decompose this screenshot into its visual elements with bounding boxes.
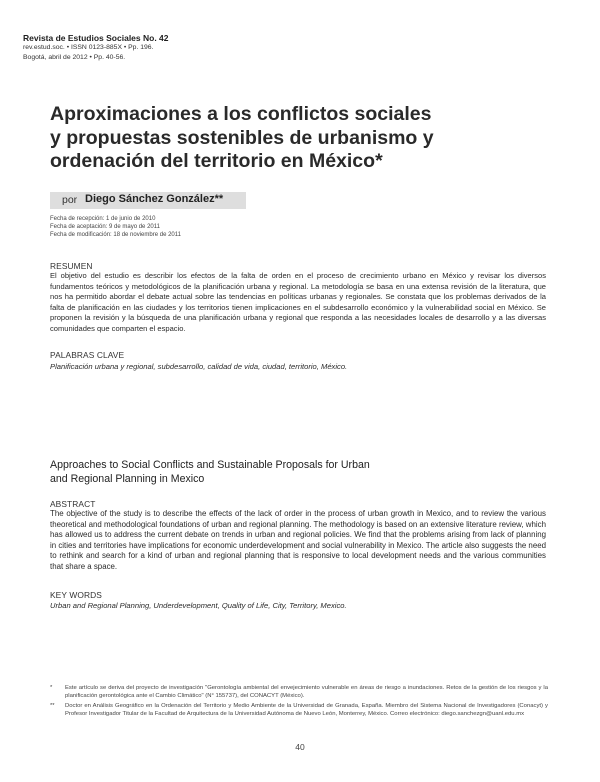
palabras-clave-text: Planificación urbana y regional, subdesarrollo, calidad de vida, ciudad, territorio, México.	[50, 362, 348, 371]
footnote-1	[50, 684, 548, 700]
title-line-1: Aproximaciones a los conflictos sociales	[50, 103, 432, 125]
footnote-1-mark: *	[50, 685, 53, 691]
title-line-3: ordenación del territorio en México*	[50, 150, 383, 172]
english-title-line-1: Approaches to Social Conflicts and Sustainable Proposals for Urban	[50, 459, 370, 471]
journal-issn-line: rev.estud.soc. • ISSN 0123-885X • Pp. 196.	[23, 44, 154, 51]
journal-date-line: Bogotá, abril de 2012 • Pp. 40-56.	[23, 53, 126, 61]
footnotes	[50, 684, 548, 720]
footnote-2-text: Doctor en Análisis Geográfico en la Ordenación del Territorio y Medio Ambiente de la Universidad de Granada, España. Miembro del Sistema Nacional de Investigadores (Conacyt) y Profesor Investigador Titular de la Facultad de Arquitectura de la Universidad Autónoma de Nuevo León, Monterrey, México. Correo electrónico: diego.sanchezgn@uanl.edu.mx	[65, 703, 548, 717]
author-bar	[50, 192, 246, 209]
date-modified: Fecha de modificación: 18 de noviembre de 2011	[50, 232, 181, 238]
english-title-line-2: and Regional Planning in Mexico	[50, 473, 205, 485]
english-title	[50, 458, 470, 486]
date-accepted: Fecha de aceptación: 9 de mayo de 2011	[50, 224, 160, 230]
palabras-clave-heading: PALABRAS CLAVE	[50, 350, 125, 360]
key-words-text: Urban and Regional Planning, Underdevelopment, Quality of Life, City, Territory, Mexico.	[50, 601, 347, 610]
abstract-text: The objective of the study is to describe the effects of the lack of order in the process of urban growth in Mexico, and to review the various theoretical and methodological foundations of urban and regional planning. The methodology is based on an extensive literature review, which has allowed us to address the current debate on trends in urban and regional policies. We find that the problems arising from lack of planning in cities and territories have implications for economic underdevelopment and social vulnerability in Mexico. The article also suggests the need to rethink and search for a kind of urban and regional planning that is responsive to local development needs and the various communities that share a space.	[50, 509, 546, 571]
title-line-2: y propuestas sostenibles de urbanismo y	[50, 126, 434, 149]
author-prefix: por	[62, 194, 78, 206]
article-title	[50, 103, 570, 174]
author-name: Diego Sánchez González**	[85, 193, 224, 205]
footnote-2	[50, 702, 548, 718]
resumen-heading: RESUMEN	[50, 261, 93, 271]
date-received: Fecha de recepción: 1 de junio de 2010	[50, 216, 156, 222]
footnote-1-text: Este artículo se deriva del proyecto de investigación "Gerontología ambiental del envejecimiento vulnerable en áreas de riesgo a inundaciones. Retos de la gestión de los riesgos y la planificación gerontológica ante el Cambio Climático" (N° 155737), del CONACYT (México).	[65, 685, 548, 699]
key-words-heading: KEY WORDS	[50, 590, 102, 600]
journal-header	[23, 33, 323, 62]
abstract-heading: ABSTRACT	[50, 499, 96, 509]
submission-dates	[50, 215, 350, 239]
page-number: 40	[295, 742, 305, 752]
resumen-text: El objetivo del estudio es describir los efectos de la falta de orden en el proceso de crecimiento urbano en México y revisar los diversos fundamentos teóricos y metodológicos de la planificación urbana y regional. La metodología se basa en una extensa revisión de la literatura, que nos ha permitido abordar el debate actual sobre las tendencias en políticas urbanas y regionales. Se constata que los problemas derivados de la falta de planificación en las ciudades y los territorios tienen implicaciones en el subdesarrollo económico y la vulnerabilidad social en México. Se proponen la revisión y la búsqueda de una planificación urbana y regional que responda a las necesidades locales de desarrollo y a las diversas comunidades que comparten el espacio.	[50, 271, 546, 333]
footnote-2-mark: **	[50, 703, 55, 709]
journal-name: Revista de Estudios Sociales No. 42	[23, 33, 169, 43]
